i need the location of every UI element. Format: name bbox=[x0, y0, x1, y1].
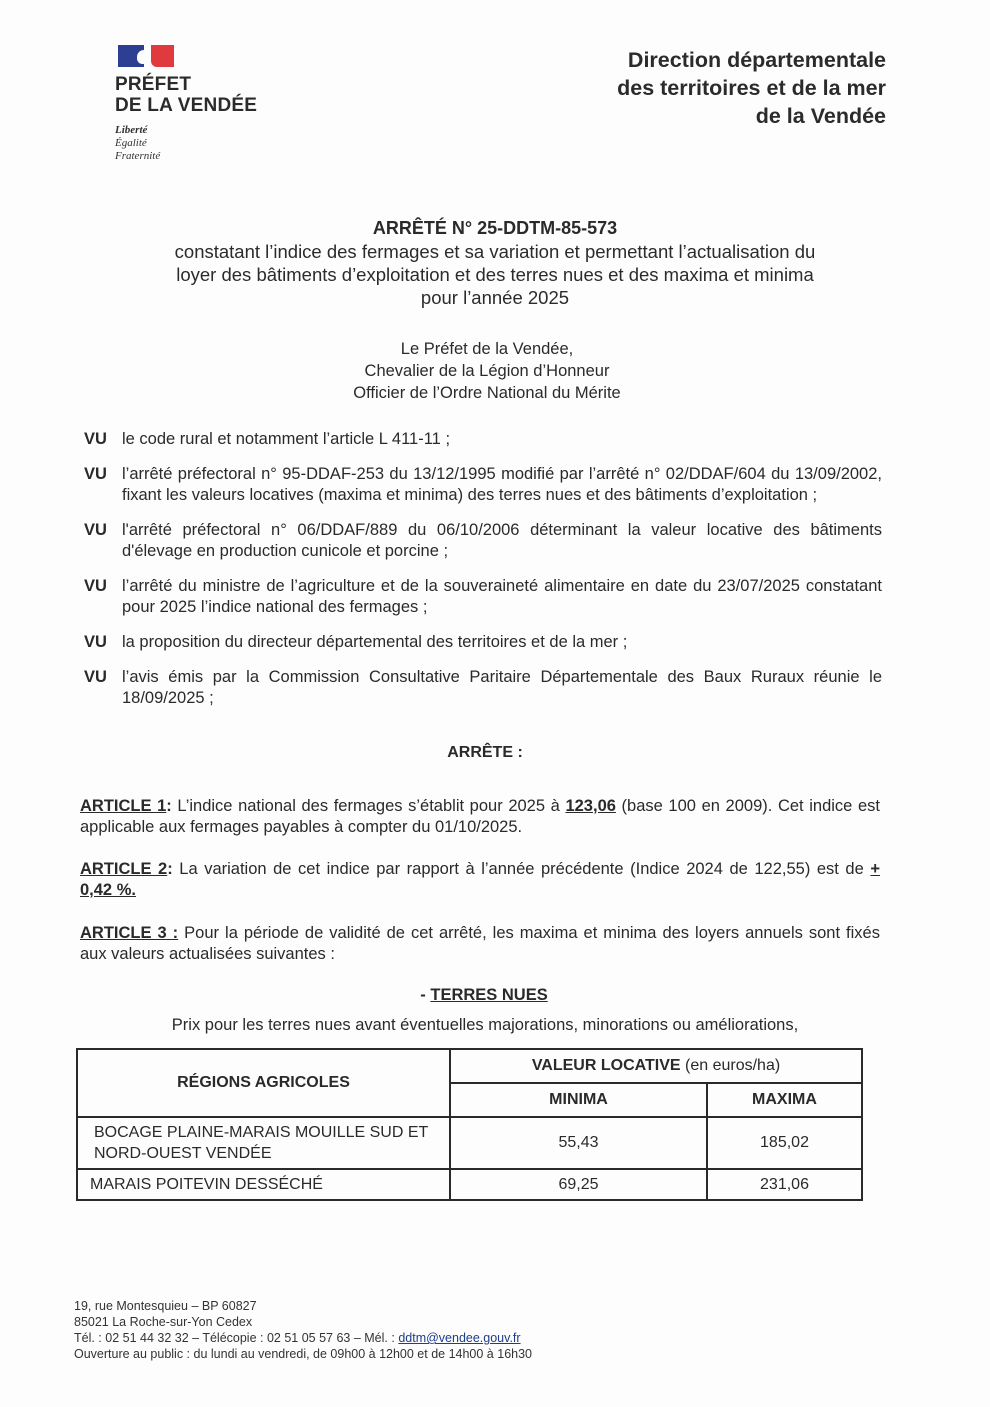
article-2: ARTICLE 2: La variation de cet indice par rapport à l’année précédente (Indice 2024 de 122,55) est de + 0,42 %. bbox=[80, 860, 880, 899]
section-terres-nues: - TERRES NUES bbox=[420, 986, 548, 1004]
decree-title bbox=[90, 216, 900, 309]
article-1: ARTICLE 1: L’indice national des fermages s’établit pour 2025 à 123,06 (base 100 en 2009). Cet indice est applicable aux fermages payables à compter du 01/10/2025. bbox=[80, 797, 880, 836]
decree-number: ARRÊTÉ N° 25-DDTM-85-573 bbox=[372, 218, 618, 238]
section-intro: Prix pour les terres nues avant éventuelles majorations, minorations ou améliorations, bbox=[171, 1016, 799, 1034]
header-regions: RÉGIONS AGRICOLES bbox=[77, 1049, 450, 1117]
considerations-list bbox=[84, 429, 882, 723]
header-maxima: MAXIMA bbox=[707, 1083, 862, 1117]
national-index-value: 123,06 bbox=[565, 797, 616, 815]
table-row: MARAIS POITEVIN DESSÉCHÉ 69,25 231,06 bbox=[77, 1169, 862, 1200]
marianne-flag-icon bbox=[115, 44, 177, 68]
footer-contact: 19, rue Montesquieu – BP 60827 85021 La Roche-sur-Yon Cedex Tél. : 02 51 44 32 32 – Télécopie : 02 51 05 57 63 – Mél. : ddtm@vendee.gouv.fr Ouverture au public : du lundi au vendredi, de 09h00 à 12h00 et de 14h00 à 16h30 bbox=[74, 1299, 532, 1361]
header-valeur-locative: VALEUR LOCATIVE (en euros/ha) bbox=[450, 1049, 862, 1083]
vu-item: VU l'arrêté préfectoral n° 06/DDAF/889 du 06/10/2006 déterminant la valeur locative des bâtiments d'élevage en production cunicole et porcine ; bbox=[84, 521, 882, 560]
issuing-direction: Direction départementale des territoires et de la mer de la Vendée bbox=[617, 48, 886, 128]
header-minima: MINIMA bbox=[450, 1083, 707, 1117]
decree-subtitle: constatant l’indice des fermages et sa variation et permettant l’actualisation du loyer des bâtiments d’exploitation et des terres nues et des maxima et minima pour l’année 2025 bbox=[174, 241, 816, 308]
arrete-heading: ARRÊTE : bbox=[447, 744, 523, 761]
prefet-title: PRÉFET DE LA VENDÉE bbox=[115, 74, 258, 116]
vu-item: VU la proposition du directeur départemental des territoires et de la mer ; bbox=[84, 633, 628, 651]
table-row: BOCAGE PLAINE-MARAIS MOUILLE SUD ET NORD-OUEST VENDÉE 55,43 185,02 bbox=[77, 1117, 862, 1169]
vu-item: VU l’arrêté préfectoral n° 95-DDAF-253 du 13/12/1995 modifié par l’arrêté n° 02/DDAF/604 du 13/09/2002, fixant les valeurs locatives (maxima et minima) des terres nues et des bâtiments d’exploitation ; bbox=[84, 465, 882, 504]
email-link[interactable]: ddtm@vendee.gouv.fr bbox=[398, 1331, 521, 1345]
rental-values-table bbox=[76, 1048, 863, 1201]
article-3: ARTICLE 3 : Pour la période de validité de cet arrêté, les maxima et minima des loyers annuels sont fixés aux valeurs actualisées suivantes : bbox=[80, 924, 880, 963]
prefet-logo bbox=[115, 44, 257, 163]
index-variation-value: + 0,42 %. bbox=[80, 860, 880, 899]
republic-motto: Liberté Égalité Fraternité bbox=[115, 124, 161, 162]
prefet-signatory-titles: Le Préfet de la Vendée, Chevalier de la Légion d’Honneur Officier de l’Ordre National du Mérite bbox=[353, 340, 621, 402]
vu-item: VU le code rural et notamment l’article L 411-11 ; bbox=[84, 430, 451, 448]
vu-item: VU l’arrêté du ministre de l’agriculture et de la souveraineté alimentaire en date du 23/07/2025 constatant pour 2025 l’indice national des fermages ; bbox=[84, 577, 882, 616]
vu-item: VU l’avis émis par la Commission Consultative Paritaire Départementale des Baux Ruraux réunie le 18/09/2025 ; bbox=[84, 668, 882, 707]
